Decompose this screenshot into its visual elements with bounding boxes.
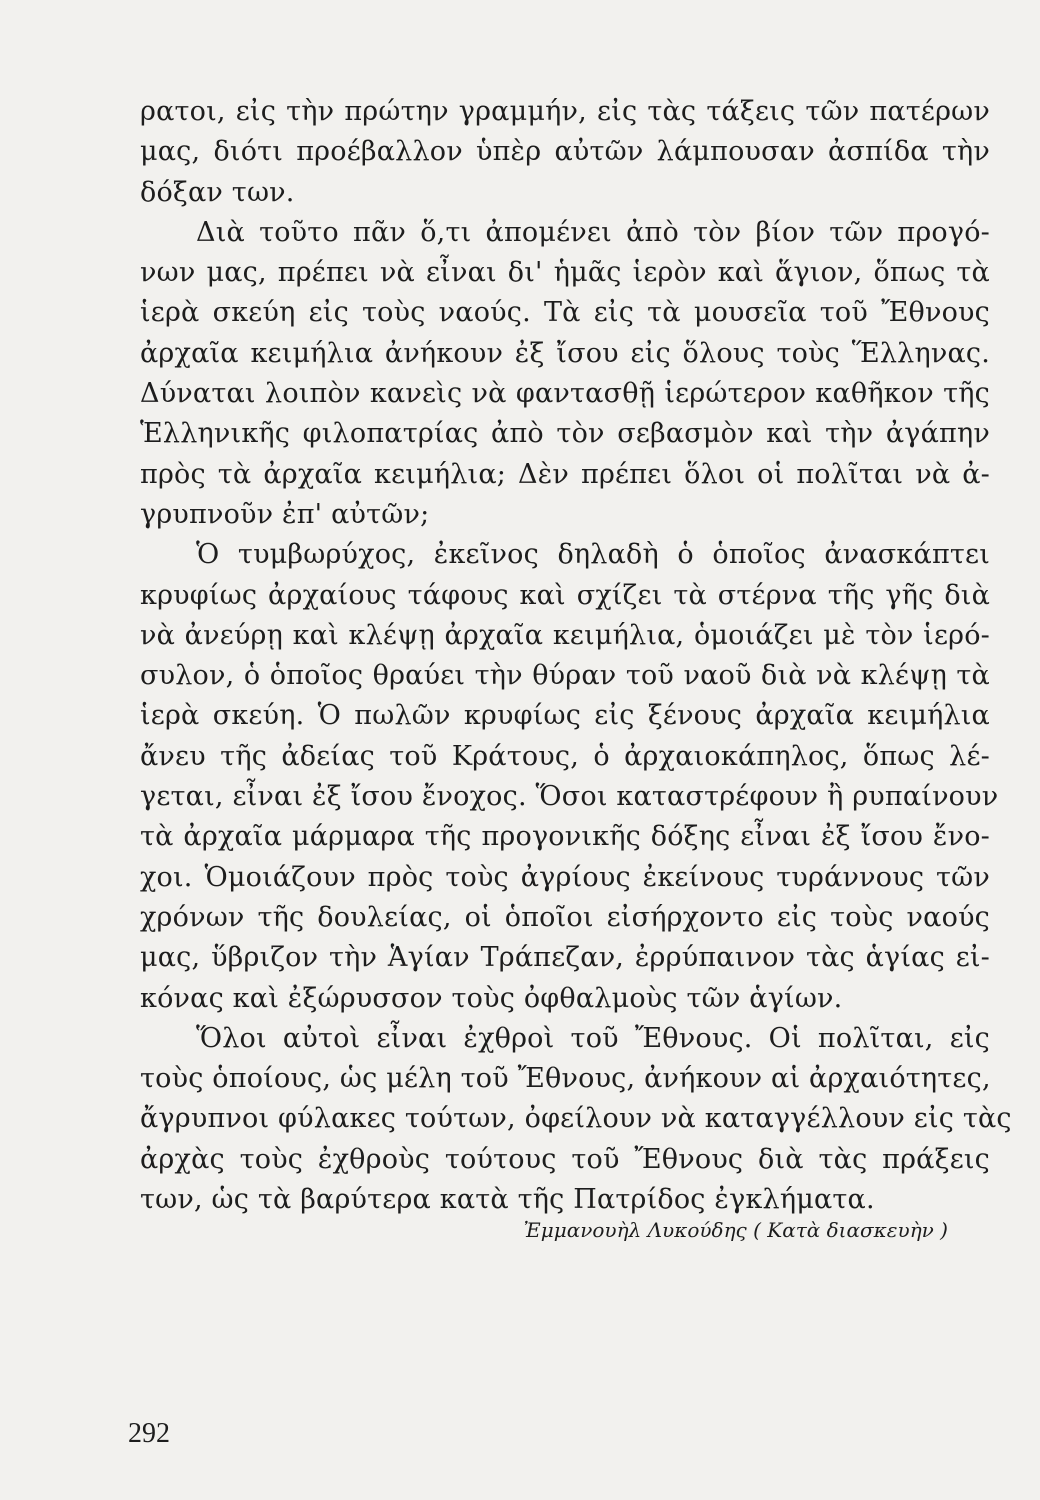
text-line: ρατοι, εἰς τὴν πρώτην γραμμήν, εἰς τὰς τάξεις τῶν πατέρων	[140, 96, 990, 127]
text-line: Δύναται λοιπὸν κανεὶς νὰ φαντασθῇ ἱερώτερον καθῆκον τῆς	[140, 378, 990, 410]
text-line: ἱερὰ σκεύη εἰς τοὺς ναούς. Τὰ εἰς τὰ μουσεῖα τοῦ Ἔθνους	[140, 297, 990, 329]
text-line: χοι. Ὁμοιάζουν πρὸς τοὺς ἀγρίους ἐκείνους τυράννους τῶν	[140, 861, 990, 893]
text-line: ἄνευ τῆς ἀδείας τοῦ Κράτους, ὁ ἀρχαιοκάπηλος, ὅπως λέ-	[140, 740, 990, 772]
paragraph-start-line: Διὰ τοῦτο πᾶν ὅ,τι ἀπομένει ἀπὸ τὸν βίον τῶν προγό-	[196, 216, 990, 248]
text-line: πρὸς τὰ ἀρχαῖα κειμήλια; Δὲν πρέπει ὅλοι οἱ πολῖται νὰ ἀ-	[140, 458, 990, 490]
text-line: ἀρχὰς τοὺς ἐχθροὺς τούτους τοῦ Ἔθνους διὰ τὰς πράξεις	[140, 1143, 990, 1175]
author-signature: Ἐμμανουὴλ Λυκούδης ( Κατὰ διασκευὴν )	[523, 1218, 948, 1242]
text-line: γεται, εἶναι ἐξ ἴσου ἔνοχος. Ὅσοι καταστρέφουν ἢ ρυπαίνουν	[140, 781, 999, 813]
text-line: κρυφίως ἀρχαίους τάφους καὶ σχίζει τὰ στέρνα τῆς γῆς διὰ	[140, 579, 990, 611]
text-line: δόξαν των.	[140, 176, 295, 208]
text-line: νων μας, πρέπει νὰ εἶναι δι' ἡμᾶς ἱερὸν καὶ ἅγιον, ὅπως τὰ	[140, 257, 990, 289]
text-line: ἀρχαῖα κειμήλια ἀνήκουν ἐξ ἴσου εἰς ὅλους τοὺς Ἕλληνας.	[140, 337, 990, 369]
text-line: κόνας καὶ ἐξώρυσσον τοὺς ὀφθαλμοὺς τῶν ἁγίων.	[140, 982, 843, 1014]
text-line: ἄγρυπνοι φύλακες τούτων, ὀφείλουν νὰ καταγγέλλουν εἰς τὰς	[140, 1103, 1012, 1135]
text-line: μας, διότι προέβαλλον ὑπὲρ αὐτῶν λάμπουσαν ἀσπίδα τὴν	[140, 136, 990, 168]
text-line: των, ὡς τὰ βαρύτερα κατὰ τῆς Πατρίδος ἐγκλήματα.	[140, 1184, 875, 1216]
text-line: χρόνων τῆς δουλείας, οἱ ὁποῖοι εἰσήρχοντο εἰς τοὺς ναούς	[140, 901, 990, 933]
text-line: γρυπνοῦν ἐπ' αὐτῶν;	[140, 498, 430, 530]
text-line: νὰ ἀνεύρῃ καὶ κλέψῃ ἀρχαῖα κειμήλια, ὁμοιάζει μὲ τὸν ἱερό-	[140, 619, 990, 651]
body-text	[140, 92, 1012, 1220]
text-line: ἱερὰ σκεύη. Ὁ πωλῶν κρυφίως εἰς ξένους ἀρχαῖα κειμήλια	[140, 700, 990, 732]
text-line: συλον, ὁ ὁποῖος θραύει τὴν θύραν τοῦ ναοῦ διὰ νὰ κλέψῃ τὰ	[140, 660, 990, 692]
text-line: τὰ ἀρχαῖα μάρμαρα τῆς προγονικῆς δόξης εἶναι ἐξ ἴσου ἔνο-	[140, 821, 990, 853]
text-line: μας, ὕβριζον τὴν Ἁγίαν Τράπεζαν, ἐρρύπαινον τὰς ἁγίας εἰ-	[140, 942, 990, 974]
text-line: τοὺς ὁποίους, ὡς μέλη τοῦ Ἔθνους, ἀνήκουν αἱ ἀρχαιότητες,	[140, 1063, 991, 1095]
paragraph-start-line: Ὁ τυμβωρύχος, ἐκεῖνος δηλαδὴ ὁ ὁποῖος ἀνασκάπτει	[196, 539, 990, 571]
paragraph-start-line: Ὅλοι αὐτοὶ εἶναι ἐχθροὶ τοῦ Ἔθνους. Οἱ πολῖται, εἰς	[196, 1022, 990, 1054]
text-line: Ἑλληνικῆς φιλοπατρίας ἀπὸ τὸν σεβασμὸν καὶ τὴν ἀγάπην	[140, 418, 990, 450]
page-number: 292	[128, 1418, 170, 1449]
